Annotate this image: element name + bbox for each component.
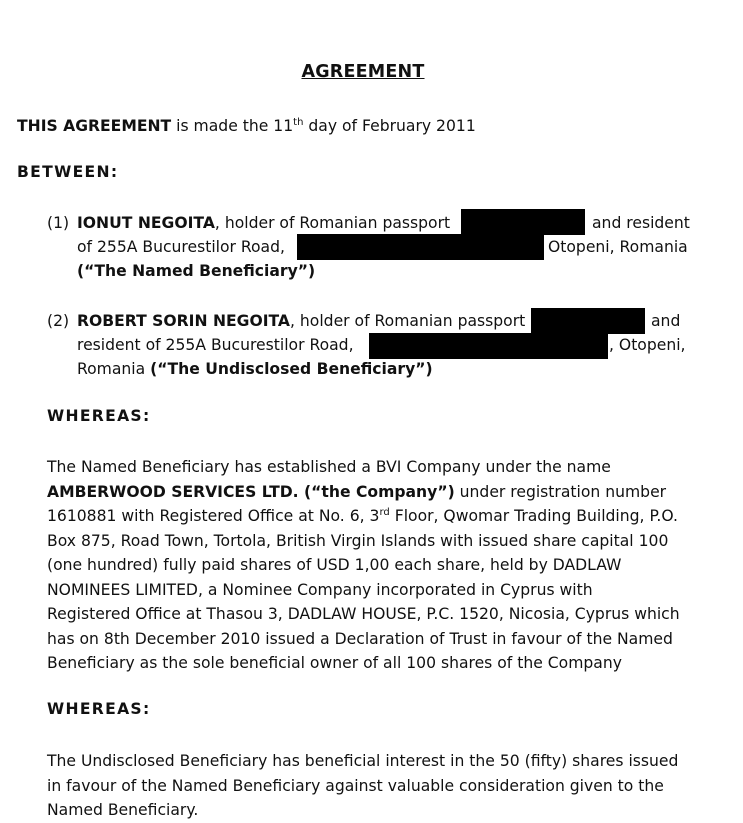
para1-l3-sup: rd: [379, 507, 390, 518]
party2-line1: [77, 309, 525, 334]
para1-line: has on 8th December 2010 issued a Declaration of Trust in favour of the Named: [47, 629, 673, 648]
para1-line: Registered Office at Thasou 3, DADLAW HOUSE, P.C. 1520, Nicosia, Cyprus which: [47, 605, 680, 623]
intro-text-end: day of February 2011: [303, 117, 476, 135]
party1-l1-text: , holder of Romanian passport: [214, 214, 451, 232]
redaction-block: [297, 234, 544, 260]
redaction-block: [369, 333, 608, 359]
party2-l3-text: Romania: [77, 360, 151, 378]
redaction-block: [461, 209, 585, 235]
redaction-block: [531, 308, 645, 334]
party2-name: ROBERT SORIN NEGOITA: [77, 312, 291, 330]
company-name: AMBERWOOD SERVICES LTD. (“the Company”): [47, 482, 455, 501]
party2-role: (“The Undisclosed Beneficiary”): [150, 360, 433, 378]
para1-line: [47, 480, 717, 505]
para1-l3-before: 1610881 with Registered Office at No. 6, 3: [47, 507, 380, 525]
para1-line: (one hundred) fully paid shares of USD 1,00 each share, held by DADLAW: [47, 556, 622, 574]
para1-line: NOMINEES LIMITED, a Nominee Company incorporated in Cyprus with: [47, 580, 593, 599]
para2-line: The Undisclosed Beneficiary has beneficial interest in the 50 (fifty) shares issued: [47, 752, 679, 770]
whereas-heading: WHEREAS:: [47, 700, 151, 718]
para1-line: The Named Beneficiary has established a BVI Company under the name: [47, 458, 611, 476]
para1-l3-after: Floor, Qwomar Trading Building, P.O.: [389, 507, 678, 525]
party1-name: IONUT NEGOITA: [77, 214, 215, 232]
document-title: AGREEMENT: [301, 62, 425, 82]
whereas-paragraph-1: [47, 455, 717, 676]
para2-line: in favour of the Named Beneficiary against valuable consideration given to the: [47, 776, 664, 795]
party2-number: (2): [47, 312, 70, 330]
para1-l2-text: under registration number: [454, 482, 667, 501]
between-heading: BETWEEN:: [17, 163, 119, 181]
party1-l2-text: of 255A Bucurestilor Road,: [77, 238, 285, 256]
para1-line: [47, 504, 717, 529]
whereas-paragraph-2: [47, 749, 717, 823]
party1-l2-end: Otopeni, Romania: [548, 238, 688, 256]
whereas-heading: WHEREAS:: [47, 407, 151, 425]
intro-bold: THIS AGREEMENT: [17, 117, 172, 135]
party2-l2-end: , Otopeni,: [609, 336, 686, 354]
para1-line: Beneficiary as the sole beneficial owner of all 100 shares of the Company: [47, 654, 622, 672]
party1-l1-end: and resident: [592, 214, 690, 232]
party1-role: (“The Named Beneficiary”): [77, 262, 316, 280]
intro-line: [17, 114, 476, 139]
intro-sup: th: [293, 117, 304, 128]
party2-l1-text: , holder of Romanian passport: [290, 312, 526, 330]
party1-number: (1): [47, 214, 70, 232]
intro-text: is made the 11: [171, 117, 294, 135]
party1-line1: [77, 211, 450, 236]
para1-line: Box 875, Road Town, Tortola, British Virgin Islands with issued share capital 100: [47, 531, 669, 550]
para2-line: Named Beneficiary.: [47, 801, 199, 819]
party2-l2-text: resident of 255A Bucurestilor Road,: [77, 336, 354, 354]
party2-l1-end: and: [651, 312, 681, 330]
party2-line3: [77, 357, 433, 382]
